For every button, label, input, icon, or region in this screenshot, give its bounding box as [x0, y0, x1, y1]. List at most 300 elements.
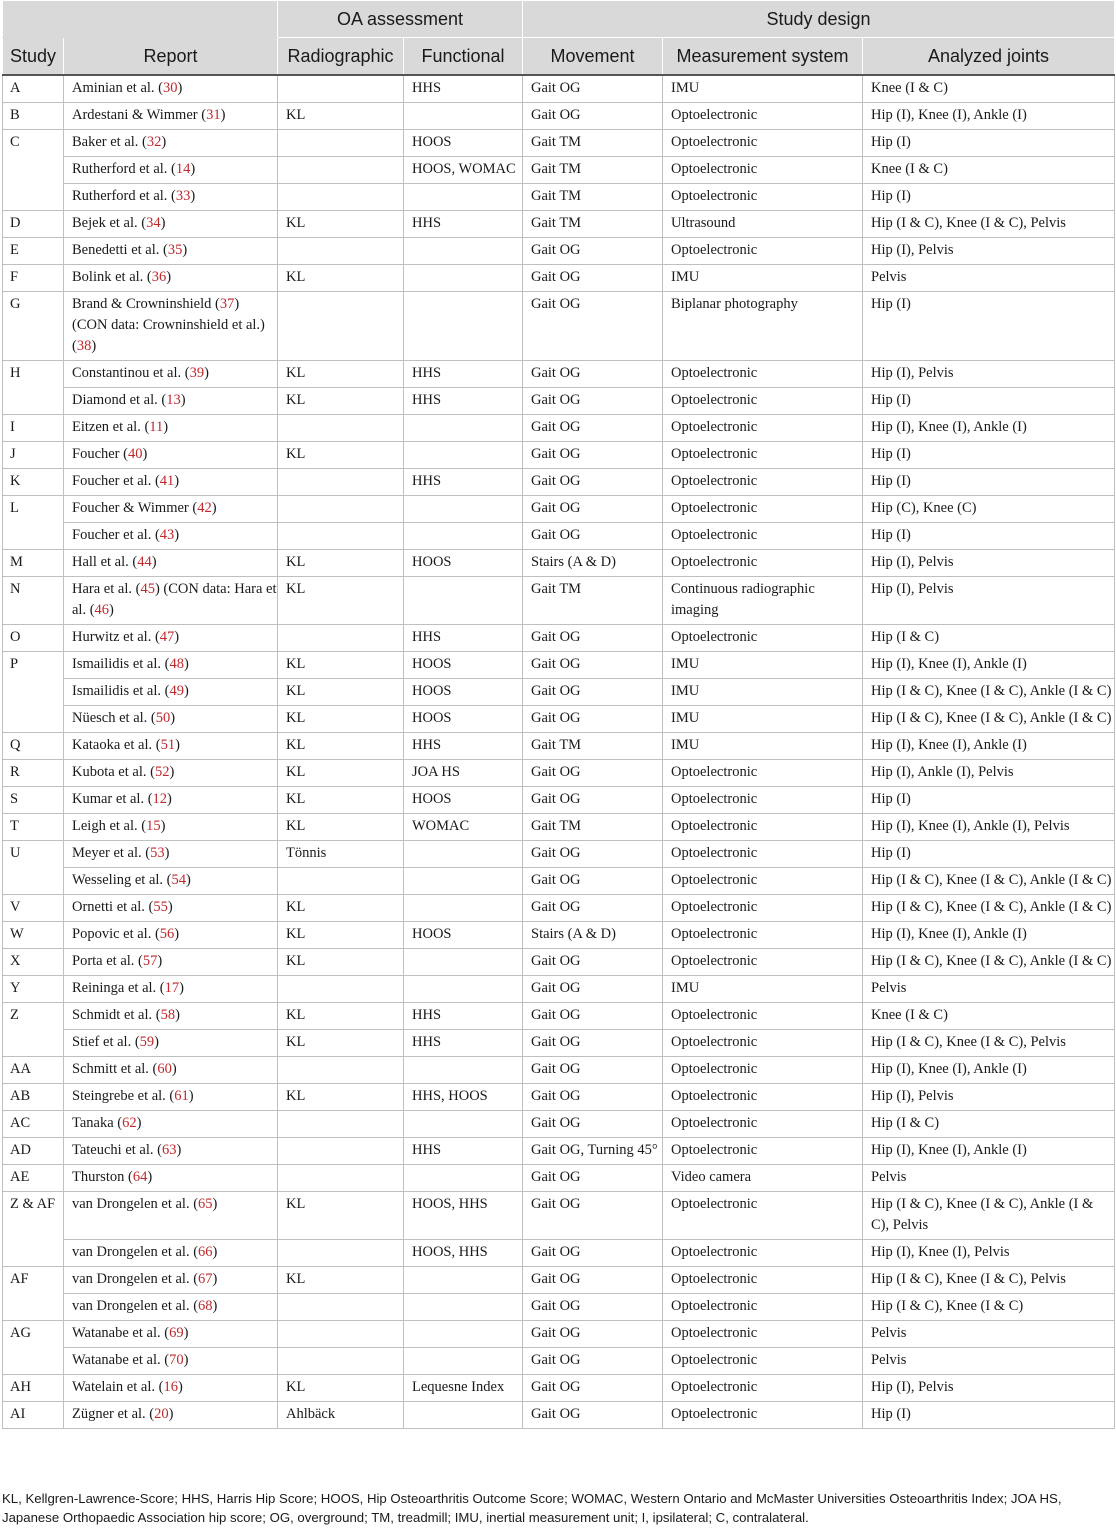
cell-movement: Gait OG — [523, 1057, 663, 1084]
reference-link[interactable]: 70 — [169, 1352, 184, 1368]
col-header-measurement-system: Measurement system — [663, 38, 863, 76]
cell-functional — [404, 1057, 523, 1084]
report-text: Foucher et al. ( — [72, 527, 160, 543]
cell-report — [64, 706, 278, 733]
cell-functional — [404, 292, 523, 361]
cell-analyzed-joints: Hip (I & C), Knee (I & C) — [863, 1294, 1115, 1321]
report-text: Tateuchi et al. ( — [72, 1142, 162, 1158]
cell-functional — [404, 442, 523, 469]
cell-measurement-system: Optoelectronic — [663, 157, 863, 184]
cell-report — [64, 1030, 278, 1057]
cell-movement: Gait OG — [523, 1084, 663, 1111]
report-text: ) — [180, 392, 186, 408]
reference-link[interactable]: 50 — [155, 710, 171, 726]
cell-radiographic: KL — [278, 550, 404, 577]
cell-radiographic: KL — [278, 1030, 404, 1057]
report-text: Hara et al. ( — [72, 581, 141, 597]
cell-analyzed-joints: Hip (I) — [863, 442, 1115, 469]
cell-measurement-system: Optoelectronic — [663, 1084, 863, 1111]
cell-measurement-system: IMU — [663, 706, 863, 733]
cell-radiographic — [278, 75, 404, 103]
cell-functional — [404, 841, 523, 868]
cell-measurement-system: Optoelectronic — [663, 1111, 863, 1138]
cell-movement: Stairs (A & D) — [523, 550, 663, 577]
report-text: Bejek et al. ( — [72, 215, 147, 231]
cell-measurement-system: Optoelectronic — [663, 868, 863, 895]
reference-link[interactable]: 13 — [166, 392, 181, 408]
reference-link[interactable]: 56 — [159, 926, 175, 942]
cell-movement: Gait OG — [523, 442, 663, 469]
cell-measurement-system: Optoelectronic — [663, 130, 863, 157]
cell-functional — [404, 1402, 523, 1429]
reference-link[interactable]: 64 — [132, 1169, 148, 1185]
cell-analyzed-joints: Hip (I & C), Knee (I & C), Pelvis — [863, 1267, 1115, 1294]
reference-link[interactable]: 20 — [154, 1406, 169, 1422]
report-text: ) — [142, 446, 148, 462]
reference-link[interactable]: 39 — [189, 365, 205, 381]
report-text: ) — [190, 188, 196, 204]
table-row — [3, 577, 1115, 625]
cell-measurement-system: Optoelectronic — [663, 1003, 863, 1030]
cell-radiographic — [278, 1165, 404, 1192]
report-text: Hurwitz et al. ( — [72, 629, 160, 645]
cell-movement: Gait OG — [523, 361, 663, 388]
cell-radiographic: KL — [278, 1084, 404, 1111]
cell-movement: Gait OG — [523, 1165, 663, 1192]
reference-link[interactable]: 52 — [154, 764, 170, 780]
cell-movement: Gait OG — [523, 625, 663, 652]
report-text: ) (CON data: Crowninshield et al.) ( — [72, 296, 265, 354]
report-text: ) — [212, 1244, 218, 1260]
cell-study: E — [3, 238, 64, 265]
reference-link[interactable]: 57 — [142, 953, 158, 969]
cell-measurement-system: IMU — [663, 652, 863, 679]
cell-movement: Gait TM — [523, 157, 663, 184]
cell-radiographic — [278, 130, 404, 157]
cell-analyzed-joints: Hip (I) — [863, 469, 1115, 496]
cell-functional: HOOS — [404, 922, 523, 949]
table-header — [3, 1, 1115, 76]
report-text: ) — [161, 134, 167, 150]
report-text: ) — [163, 419, 169, 435]
cell-functional: HHS — [404, 1138, 523, 1165]
report-text: ) — [160, 818, 166, 834]
cell-radiographic: KL — [278, 706, 404, 733]
cell-radiographic: KL — [278, 787, 404, 814]
cell-functional — [404, 415, 523, 442]
reference-link[interactable]: 16 — [163, 1379, 178, 1395]
report-text: ) — [174, 473, 180, 489]
reference-link[interactable]: 43 — [159, 527, 175, 543]
report-text: ) — [211, 500, 217, 516]
cell-report — [64, 679, 278, 706]
report-text: ) — [212, 1196, 218, 1212]
cell-movement: Gait TM — [523, 211, 663, 238]
cell-measurement-system: Optoelectronic — [663, 814, 863, 841]
reference-link[interactable]: 47 — [159, 629, 175, 645]
table-row — [3, 1192, 1115, 1240]
cell-functional — [404, 949, 523, 976]
cell-analyzed-joints: Hip (I & C), Knee (I & C), Ankle (I & C) — [863, 706, 1115, 733]
table-row — [3, 496, 1115, 523]
cell-measurement-system: Optoelectronic — [663, 787, 863, 814]
reference-link[interactable]: 12 — [152, 791, 168, 807]
cell-movement: Gait TM — [523, 184, 663, 211]
cell-measurement-system: Optoelectronic — [663, 1138, 863, 1165]
cell-study: U — [3, 841, 64, 895]
table-row — [3, 361, 1115, 388]
report-text: ) — [204, 365, 209, 381]
cell-measurement-system: IMU — [663, 679, 863, 706]
reference-link[interactable]: 42 — [197, 500, 212, 516]
reference-link[interactable]: 66 — [198, 1244, 213, 1260]
cell-radiographic — [278, 292, 404, 361]
cell-analyzed-joints: Hip (I) — [863, 1402, 1115, 1429]
cell-movement: Gait OG — [523, 496, 663, 523]
table-row — [3, 388, 1115, 415]
cell-radiographic — [278, 1138, 404, 1165]
cell-analyzed-joints: Hip (I) — [863, 841, 1115, 868]
cell-movement: Gait OG — [523, 469, 663, 496]
cell-measurement-system: Optoelectronic — [663, 442, 863, 469]
cell-study: H — [3, 361, 64, 415]
cell-study: S — [3, 787, 64, 814]
cell-movement: Gait TM — [523, 577, 663, 625]
cell-measurement-system: Optoelectronic — [663, 184, 863, 211]
table-row — [3, 976, 1115, 1003]
report-text: Aminian et al. ( — [72, 80, 164, 96]
cell-radiographic: Ahlbäck — [278, 1402, 404, 1429]
report-text: Foucher & Wimmer ( — [72, 500, 198, 516]
report-text: ) — [171, 1061, 177, 1077]
reference-link[interactable]: 35 — [167, 242, 183, 258]
reference-link[interactable]: 63 — [161, 1142, 177, 1158]
cell-report — [64, 496, 278, 523]
cell-report — [64, 157, 278, 184]
cell-radiographic: KL — [278, 949, 404, 976]
reference-link[interactable]: 31 — [206, 107, 221, 123]
report-text: ) — [91, 338, 97, 354]
report-text: Foucher ( — [72, 446, 128, 462]
header-oa-assessment: OA assessment — [278, 1, 523, 38]
cell-radiographic — [278, 1240, 404, 1267]
cell-radiographic — [278, 1348, 404, 1375]
cell-study: T — [3, 814, 64, 841]
report-text: Kataoka et al. ( — [72, 737, 161, 753]
cell-movement: Gait OG — [523, 679, 663, 706]
cell-analyzed-joints: Hip (I) — [863, 184, 1115, 211]
cell-report — [64, 211, 278, 238]
cell-radiographic: KL — [278, 388, 404, 415]
col-header-movement: Movement — [523, 38, 663, 76]
cell-measurement-system: Optoelectronic — [663, 1321, 863, 1348]
cell-movement: Gait TM — [523, 733, 663, 760]
cell-radiographic — [278, 469, 404, 496]
cell-functional: JOA HS — [404, 760, 523, 787]
cell-functional: HHS — [404, 625, 523, 652]
cell-report — [64, 949, 278, 976]
report-text: Brand & Crowninshield ( — [72, 296, 220, 312]
table-row — [3, 787, 1115, 814]
reference-link[interactable]: 14 — [175, 161, 191, 177]
cell-study: Z — [3, 1003, 64, 1057]
cell-measurement-system: Optoelectronic — [663, 1348, 863, 1375]
reference-link[interactable]: 65 — [198, 1196, 213, 1212]
cell-report — [64, 388, 278, 415]
cell-report — [64, 523, 278, 550]
report-text: Benedetti et al. ( — [72, 242, 168, 258]
cell-measurement-system: Optoelectronic — [663, 949, 863, 976]
reference-link[interactable]: 49 — [169, 683, 184, 699]
cell-radiographic: KL — [278, 922, 404, 949]
cell-radiographic: KL — [278, 1003, 404, 1030]
report-text: ) — [186, 872, 191, 888]
cell-analyzed-joints: Hip (I) — [863, 523, 1115, 550]
report-text: ) — [220, 107, 226, 123]
cell-report — [64, 868, 278, 895]
report-text: Ornetti et al. ( — [72, 899, 154, 915]
reference-link[interactable]: 32 — [146, 134, 162, 150]
cell-movement: Gait OG — [523, 706, 663, 733]
cell-radiographic: KL — [278, 760, 404, 787]
report-text: van Drongelen et al. ( — [72, 1196, 199, 1212]
reference-link[interactable]: 37 — [219, 296, 235, 312]
reference-link[interactable]: 58 — [160, 1007, 176, 1023]
table-row — [3, 1111, 1115, 1138]
reference-link[interactable]: 36 — [151, 269, 167, 285]
cell-analyzed-joints: Pelvis — [863, 1165, 1115, 1192]
cell-report — [64, 577, 278, 625]
cell-report — [64, 760, 278, 787]
table-row — [3, 265, 1115, 292]
reference-link[interactable]: 40 — [127, 446, 143, 462]
table-row — [3, 1267, 1115, 1294]
cell-movement: Stairs (A & D) — [523, 922, 663, 949]
cell-radiographic — [278, 625, 404, 652]
cell-movement: Gait OG — [523, 652, 663, 679]
cell-study: M — [3, 550, 64, 577]
report-text: ) — [175, 737, 180, 753]
cell-functional — [404, 496, 523, 523]
cell-functional: HHS — [404, 1003, 523, 1030]
cell-study: N — [3, 577, 64, 625]
cell-movement: Gait OG — [523, 523, 663, 550]
cell-radiographic: KL — [278, 679, 404, 706]
table-row — [3, 469, 1115, 496]
report-text: Rutherford et al. ( — [72, 161, 176, 177]
cell-report — [64, 1111, 278, 1138]
cell-study: AG — [3, 1321, 64, 1375]
cell-study: AC — [3, 1111, 64, 1138]
cell-measurement-system: Optoelectronic — [663, 1030, 863, 1057]
reference-link[interactable]: 67 — [198, 1271, 213, 1287]
reference-link[interactable]: 44 — [137, 554, 152, 570]
reference-link[interactable]: 11 — [149, 419, 164, 435]
report-text: ) — [164, 845, 170, 861]
report-text: ) — [175, 1007, 180, 1023]
cell-radiographic — [278, 1294, 404, 1321]
report-text: Nüesch et al. ( — [72, 710, 156, 726]
reference-link[interactable]: 33 — [175, 188, 191, 204]
report-text: Kumar et al. ( — [72, 791, 153, 807]
cell-study: G — [3, 292, 64, 361]
cell-analyzed-joints: Hip (I), Pelvis — [863, 550, 1115, 577]
reference-link[interactable]: 17 — [164, 980, 180, 996]
cell-measurement-system: Optoelectronic — [663, 103, 863, 130]
cell-report — [64, 625, 278, 652]
cell-measurement-system: Optoelectronic — [663, 238, 863, 265]
cell-measurement-system: Optoelectronic — [663, 760, 863, 787]
cell-analyzed-joints: Hip (I), Knee (I), Ankle (I) — [863, 103, 1115, 130]
reference-link[interactable]: 60 — [157, 1061, 172, 1077]
cell-radiographic: KL — [278, 652, 404, 679]
cell-report — [64, 1294, 278, 1321]
report-text: Ardestani & Wimmer ( — [72, 107, 207, 123]
cell-radiographic: KL — [278, 577, 404, 625]
cell-movement: Gait OG — [523, 1192, 663, 1240]
cell-report — [64, 1402, 278, 1429]
cell-study: C — [3, 130, 64, 211]
reference-link[interactable]: 48 — [169, 656, 184, 672]
report-text: van Drongelen et al. ( — [72, 1271, 199, 1287]
cell-functional — [404, 1294, 523, 1321]
cell-movement: Gait OG — [523, 1240, 663, 1267]
col-header-radiographic: Radiographic — [278, 38, 404, 76]
cell-measurement-system: Optoelectronic — [663, 469, 863, 496]
reference-link[interactable]: 41 — [159, 473, 175, 489]
table-row — [3, 1321, 1115, 1348]
table-row — [3, 1057, 1115, 1084]
cell-measurement-system: IMU — [663, 976, 863, 1003]
table-row — [3, 841, 1115, 868]
table-row — [3, 442, 1115, 469]
cell-measurement-system: Optoelectronic — [663, 1402, 863, 1429]
cell-analyzed-joints: Hip (C), Knee (C) — [863, 496, 1115, 523]
report-text: ) — [168, 1406, 174, 1422]
cell-radiographic: KL — [278, 442, 404, 469]
cell-measurement-system: Optoelectronic — [663, 361, 863, 388]
cell-analyzed-joints: Hip (I), Pelvis — [863, 1084, 1115, 1111]
cell-functional: HHS — [404, 361, 523, 388]
report-text: ) — [188, 1088, 194, 1104]
report-text: ) — [160, 215, 166, 231]
reference-link[interactable]: 15 — [146, 818, 161, 834]
table-row — [3, 1084, 1115, 1111]
cell-movement: Gait TM — [523, 130, 663, 157]
report-text: ) — [136, 1115, 142, 1131]
cell-functional — [404, 895, 523, 922]
cell-functional — [404, 868, 523, 895]
reference-link[interactable]: 61 — [174, 1088, 189, 1104]
report-text: Watanabe et al. ( — [72, 1325, 170, 1341]
cell-analyzed-joints: Hip (I & C) — [863, 625, 1115, 652]
cell-report — [64, 922, 278, 949]
cell-report — [64, 976, 278, 1003]
report-text: Wesseling et al. ( — [72, 872, 172, 888]
cell-report — [64, 292, 278, 361]
cell-measurement-system: Optoelectronic — [663, 922, 863, 949]
reference-link[interactable]: 53 — [150, 845, 165, 861]
report-text: ) — [167, 791, 172, 807]
table-row — [3, 949, 1115, 976]
cell-measurement-system: Optoelectronic — [663, 415, 863, 442]
cell-report — [64, 652, 278, 679]
reference-link[interactable]: 51 — [160, 737, 176, 753]
report-text: Watelain et al. ( — [72, 1379, 164, 1395]
cell-measurement-system: Optoelectronic — [663, 388, 863, 415]
cell-movement: Gait OG — [523, 1321, 663, 1348]
cell-movement: Gait OG — [523, 1294, 663, 1321]
cell-measurement-system: Optoelectronic — [663, 1294, 863, 1321]
cell-movement: Gait OG — [523, 75, 663, 103]
reference-link[interactable]: 46 — [94, 602, 110, 618]
cell-report — [64, 1165, 278, 1192]
cell-functional — [404, 577, 523, 625]
cell-study: P — [3, 652, 64, 733]
reference-link[interactable]: 68 — [198, 1298, 213, 1314]
report-text: ) — [177, 80, 183, 96]
cell-functional: HOOS — [404, 652, 523, 679]
table-row — [3, 184, 1115, 211]
report-text: Reininga et al. ( — [72, 980, 165, 996]
reference-link[interactable]: 69 — [169, 1325, 184, 1341]
cell-movement: Gait OG — [523, 415, 663, 442]
cell-measurement-system: Optoelectronic — [663, 1192, 863, 1240]
table-row — [3, 1294, 1115, 1321]
cell-movement: Gait OG — [523, 841, 663, 868]
reference-link[interactable]: 62 — [122, 1115, 137, 1131]
reference-link[interactable]: 54 — [171, 872, 186, 888]
reference-link[interactable]: 45 — [140, 581, 155, 597]
reference-link[interactable]: 59 — [139, 1034, 155, 1050]
cell-functional — [404, 238, 523, 265]
cell-measurement-system: IMU — [663, 75, 863, 103]
cell-radiographic — [278, 415, 404, 442]
reference-link[interactable]: 55 — [153, 899, 168, 915]
cell-movement: Gait OG — [523, 1003, 663, 1030]
cell-study: Z & AF — [3, 1192, 64, 1267]
reference-link[interactable]: 38 — [76, 338, 92, 354]
cell-report — [64, 1375, 278, 1402]
reference-link[interactable]: 34 — [146, 215, 161, 231]
reference-link[interactable]: 30 — [163, 80, 178, 96]
cell-analyzed-joints: Hip (I), Ankle (I), Pelvis — [863, 760, 1115, 787]
table-row — [3, 625, 1115, 652]
report-text: ) — [212, 1271, 218, 1287]
cell-study: AB — [3, 1084, 64, 1111]
cell-radiographic — [278, 1111, 404, 1138]
table-row — [3, 550, 1115, 577]
cell-functional — [404, 1348, 523, 1375]
cell-report — [64, 442, 278, 469]
cell-study: R — [3, 760, 64, 787]
cell-study: AE — [3, 1165, 64, 1192]
cell-report — [64, 130, 278, 157]
cell-measurement-system: Optoelectronic — [663, 1057, 863, 1084]
cell-measurement-system: Video camera — [663, 1165, 863, 1192]
col-header-functional: Functional — [404, 38, 523, 76]
report-text: Popovic et al. ( — [72, 926, 160, 942]
report-text: ) — [179, 980, 184, 996]
report-text: Eitzen et al. ( — [72, 419, 150, 435]
cell-measurement-system: Ultrasound — [663, 211, 863, 238]
cell-functional: HHS — [404, 388, 523, 415]
cell-report — [64, 841, 278, 868]
cell-movement: Gait OG — [523, 103, 663, 130]
report-text: Diamond et al. ( — [72, 392, 167, 408]
table-row — [3, 130, 1115, 157]
cell-report — [64, 1138, 278, 1165]
